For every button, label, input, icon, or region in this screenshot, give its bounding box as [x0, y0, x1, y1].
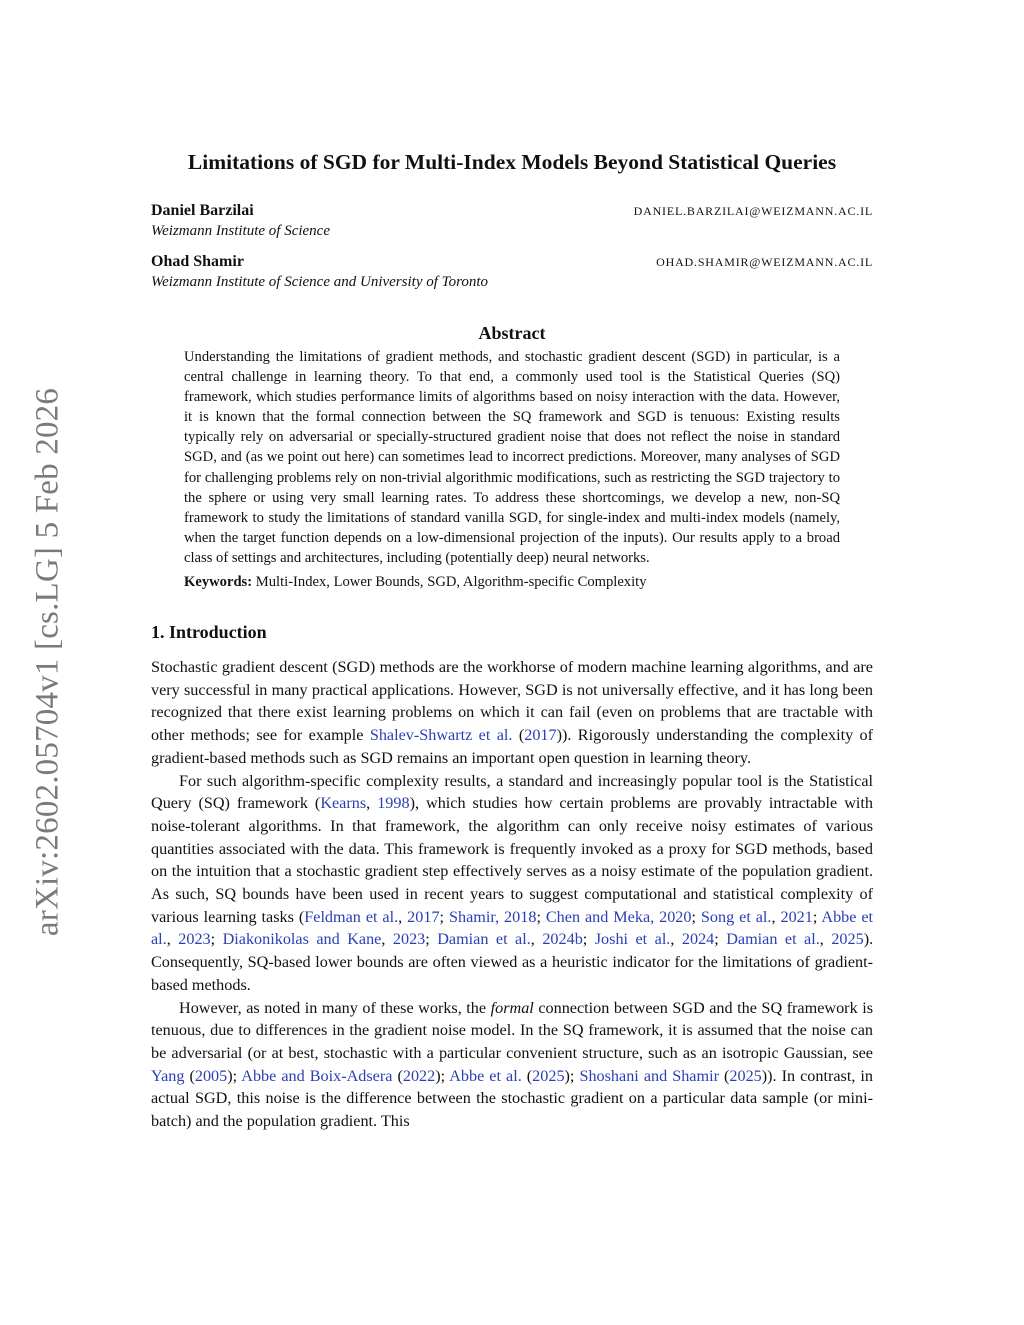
text-run: However, as noted in many of these works, the: [179, 998, 491, 1017]
text-run: ;: [536, 907, 546, 926]
citation-link[interactable]: Song et al.: [700, 907, 772, 926]
citation-link[interactable]: Damian et al.: [726, 930, 820, 949]
citation-link[interactable]: 2005: [194, 1066, 228, 1085]
citation-link[interactable]: Feldman et al.: [304, 907, 399, 926]
citation-link[interactable]: 2024: [681, 930, 715, 949]
keywords-list: Multi-Index, Lower Bounds, SGD, Algorithm-specific Complexity: [255, 574, 647, 591]
author-name: Ohad Shamir: [151, 253, 244, 270]
paper-page: [151, 148, 873, 1133]
paragraph-2: [151, 770, 873, 997]
text-run: ;: [691, 907, 701, 926]
text-run: );: [435, 1066, 450, 1085]
citation-link[interactable]: 1998: [377, 794, 410, 813]
text-run: ;: [582, 930, 595, 949]
citation-link[interactable]: Shalev-Shwartz et al.: [369, 726, 513, 745]
abstract-text: Understanding the limitations of gradient methods, and stochastic gradient descent (SGD) in particular, is a central challenge in learning theory. To that end, a commonly used tool is the Statistical Queries (SQ) framework, which studies performance limits of algorithms based on noisy interaction with the data. However, it is known that the formal connection between the SQ framework and SGD is tenuous: Existing results typically rely on adversarial or specially-structured gradient noise that does not reflect the noise in standard SGD, and (as we point out here) can sometimes lead to incorrect predictions. Moreover, many analyses of SGD for challenging problems rely on non-trivial algorithmic modifications, such as restricting the SGD trajectory to the sphere or using very small learning rates. To address these shortcomings, we develop a new, non-SQ framework to study the limitations of standard vanilla SGD, for single-index and multi-index models (namely, when the target function depends on a low-dimensional projection of the inputs). Our results apply to a broad class of settings and architectures, including (potentially deep) neural networks.: [184, 349, 840, 566]
author-name: Daniel Barzilai: [151, 202, 254, 219]
citation-link[interactable]: Shamir, 2018: [448, 907, 537, 926]
text-run: ,: [398, 907, 408, 926]
text-run: )). Rigorously understanding the complexity of gradient-based methods such as SGD remains an important open question in learning theory.: [151, 726, 874, 767]
author-email: OHAD.SHAMIR@WEIZMANN.AC.IL: [656, 255, 873, 269]
author-row: [151, 251, 873, 272]
arxiv-sidebar: [0, 380, 96, 944]
text-run: ). Consequently, SQ-based lower bounds are often viewed as a heuristic indicator for the limitations of gradient-based methods.: [151, 930, 874, 994]
citation-link[interactable]: Damian et al.: [437, 930, 531, 949]
text-run: ), which studies how certain problems are provably intractable with noise-tolerant algorithms. In that framework, the algorithm can only receive noisy estimates of various quantities associated with the data. This framework is frequently invoked as a proxy for SGD methods, based on the intuition that a stochastic gradient step effectively serves as a noisy estimate of the population gradient. As such, SQ bounds have been used in recent years to suggest computational and statistical complexity of various learning tasks (: [151, 794, 874, 926]
citation-link[interactable]: 2023: [178, 930, 211, 949]
text-run: ;: [210, 930, 223, 949]
citation-link[interactable]: 2025: [831, 930, 864, 949]
text-run: ;: [425, 930, 438, 949]
paragraph-1: [151, 656, 873, 770]
citation-link[interactable]: Abbe et al.: [449, 1066, 522, 1085]
abstract-heading: Abstract: [478, 323, 546, 343]
paragraph-3: [151, 997, 873, 1133]
citation-link[interactable]: 2024b: [542, 930, 583, 949]
text-run: )). In contrast, in actual SGD, this noise is the difference between the stochastic gradient on a particular data sample (or mini-batch) and the population gradient. This: [151, 1066, 873, 1131]
citation-link[interactable]: 2025: [532, 1066, 565, 1085]
author-row: [151, 200, 873, 221]
text-run: ;: [439, 907, 449, 926]
citation-link[interactable]: 2023: [392, 930, 426, 949]
text-run: ,: [366, 794, 378, 813]
citation-link[interactable]: Yang: [151, 1066, 185, 1085]
text-run: ,: [166, 930, 179, 949]
citation-link[interactable]: Chen and Meka, 2020: [545, 907, 692, 926]
author-block: [151, 200, 873, 293]
text-run: Stochastic gradient descent (SGD) methods are the workhorse of modern machine learning algorithms, and are very successful in many practical applications. However, SGD is not universally effective, and it has long been recognized that there exist learning problems on which it can fail (even on problems that are tractable with other methods; see for example: [151, 658, 873, 745]
text-run: (: [718, 1066, 730, 1085]
citation-link[interactable]: Kearns: [320, 794, 367, 813]
citation-link[interactable]: 2017: [524, 726, 557, 745]
text-run: ,: [771, 907, 781, 926]
citation-link[interactable]: Diakonikolas and Kane: [222, 930, 382, 949]
text-run: ,: [670, 930, 682, 949]
arxiv-identifier: arXiv:2602.05704v1 [cs.LG] 5 Feb 2026: [29, 387, 66, 937]
citation-link[interactable]: Abbe and Boix-Adsera: [241, 1066, 393, 1085]
author-email: DANIEL.BARZILAI@WEIZMANN.AC.IL: [633, 204, 873, 218]
text-run: );: [227, 1066, 242, 1085]
text-run: (: [521, 1066, 533, 1085]
text-run: (: [392, 1066, 403, 1085]
text-run: connection between SGD and the SQ framework is tenuous, due to differences in the gradient noise model. In the SQ framework, it is assumed that the noise can be adversarial (or at best, stochastic with a particular convenient structure, such as an isotropic Gaussian, see: [151, 998, 873, 1062]
author-affiliation: Weizmann Institute of Science and University of Toronto: [151, 274, 489, 290]
text-run: ,: [530, 930, 543, 949]
section-heading: 1. Introduction: [151, 622, 267, 643]
paper-title: Limitations of SGD for Multi-Index Models Beyond Statistical Queries: [187, 150, 837, 174]
text-run: ;: [812, 907, 822, 926]
text-run: );: [564, 1066, 580, 1085]
citation-link[interactable]: Joshi et al.: [594, 930, 671, 949]
citation-link[interactable]: 2021: [780, 907, 813, 926]
text-run: (: [512, 726, 525, 745]
text-run: (: [184, 1066, 195, 1085]
text-run: ,: [381, 930, 393, 949]
author-affiliation: Weizmann Institute of Science: [151, 223, 330, 239]
text-run: ,: [819, 930, 832, 949]
keywords-line: [184, 572, 840, 592]
emphasis: formal: [490, 998, 534, 1017]
citation-link[interactable]: 2025: [729, 1066, 762, 1085]
citation-link[interactable]: Abbe et al.: [151, 907, 874, 949]
keywords-label: Keywords:: [184, 574, 253, 591]
citation-link[interactable]: 2017: [407, 907, 440, 926]
citation-link[interactable]: 2022: [402, 1066, 436, 1085]
text-run: ;: [714, 930, 727, 949]
text-run: For such algorithm-specific complexity results, a standard and increasingly popular tool is the Statistical Query (SQ) framework (: [151, 771, 873, 813]
citation-link[interactable]: Shoshani and Shamir: [579, 1066, 719, 1085]
